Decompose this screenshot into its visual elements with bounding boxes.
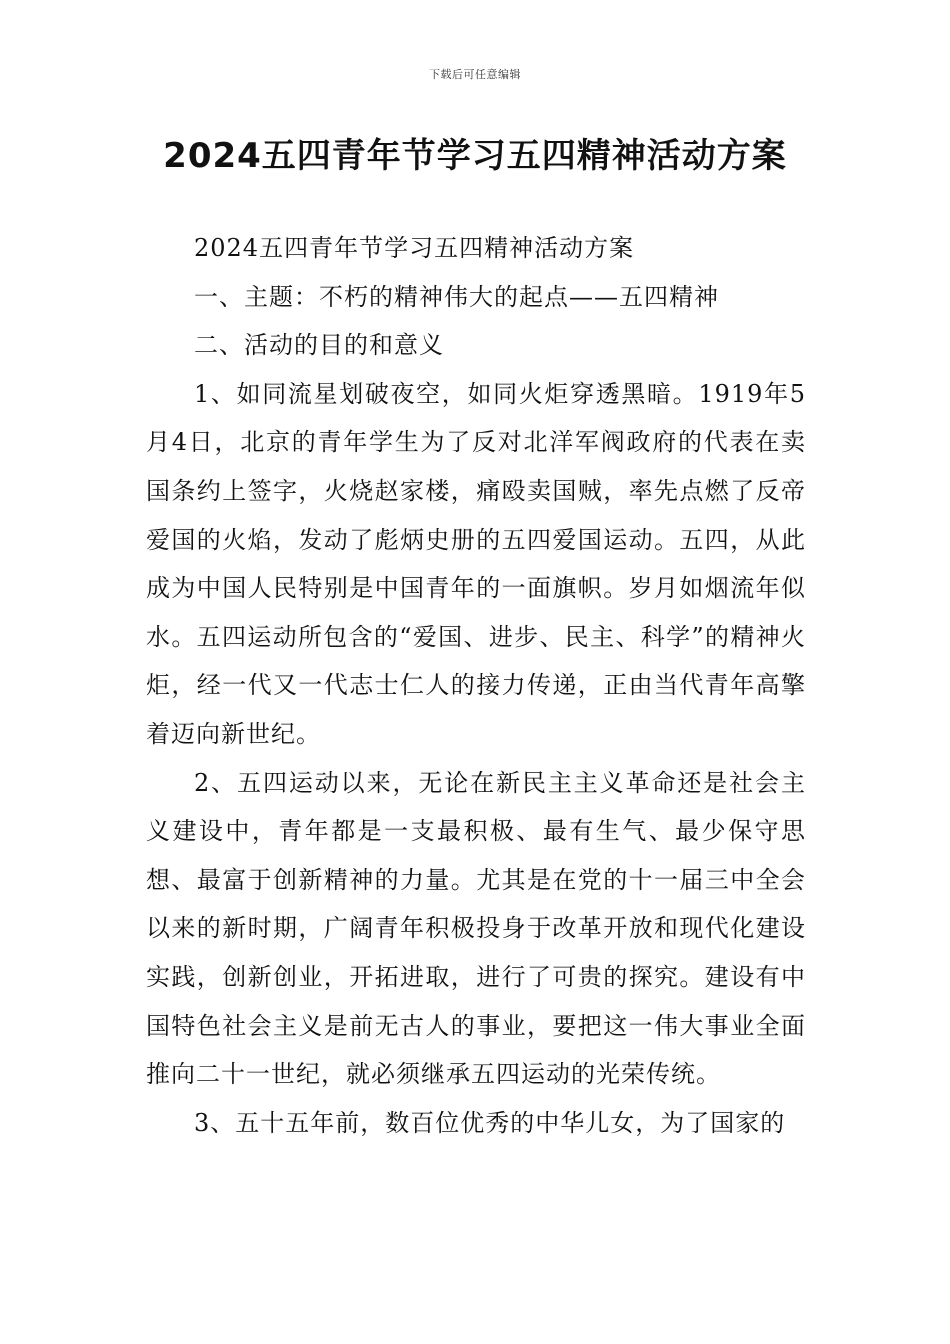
paragraph-theme: 一、主题：不朽的精神伟大的起点——五四精神 [194,282,719,311]
paragraph-2: 2、五四运动以来，无论在新民主主义革命还是社会主义建设中，青年都是一支最积极、最有生气、最少保守思想、最富于创新精神的力量。尤其是在党的十一届三中全会以来的新时期，广阔青年积极投身于改革开放和现代化建设实践，创新创业，开拓进取，进行了可贵的探究。建设有中国特色社会主义是前无古人的事业，要把这一伟大事业全面推向二十一世纪，就必须继承五四运动的光荣传统。 [146,768,806,1089]
document-body [146,224,806,1147]
paragraph-1: 1、如同流星划破夜空，如同火炬穿透黑暗。1919年5月4日，北京的青年学生为了反对北洋军阀政府的代表在卖国条约上签字，火烧赵家楼，痛殴卖国贼，率先点燃了反帝爱国的火焰，发动了彪炳史册的五四爱国运动。五四，从此成为中国人民特别是中国青年的一面旗帜。岁月如烟流年似水。五四运动所包含的“爱国、进步、民主、科学”的精神火炬，经一代又一代志士仁人的接力传递，正由当代青年高擎着迈向新世纪。 [146,379,806,748]
paragraph-subtitle: 2024五四青年节学习五四精神活动方案 [194,234,635,262]
paragraph-3: 3、五十五年前，数百位优秀的中华儿女，为了国家的 [194,1108,786,1137]
header-note: 下载后可任意编辑 [429,68,521,81]
paragraph-section-heading: 二、活动的目的和意义 [194,331,444,360]
document-title: 2024五四青年节学习五四精神活动方案 [163,136,787,176]
